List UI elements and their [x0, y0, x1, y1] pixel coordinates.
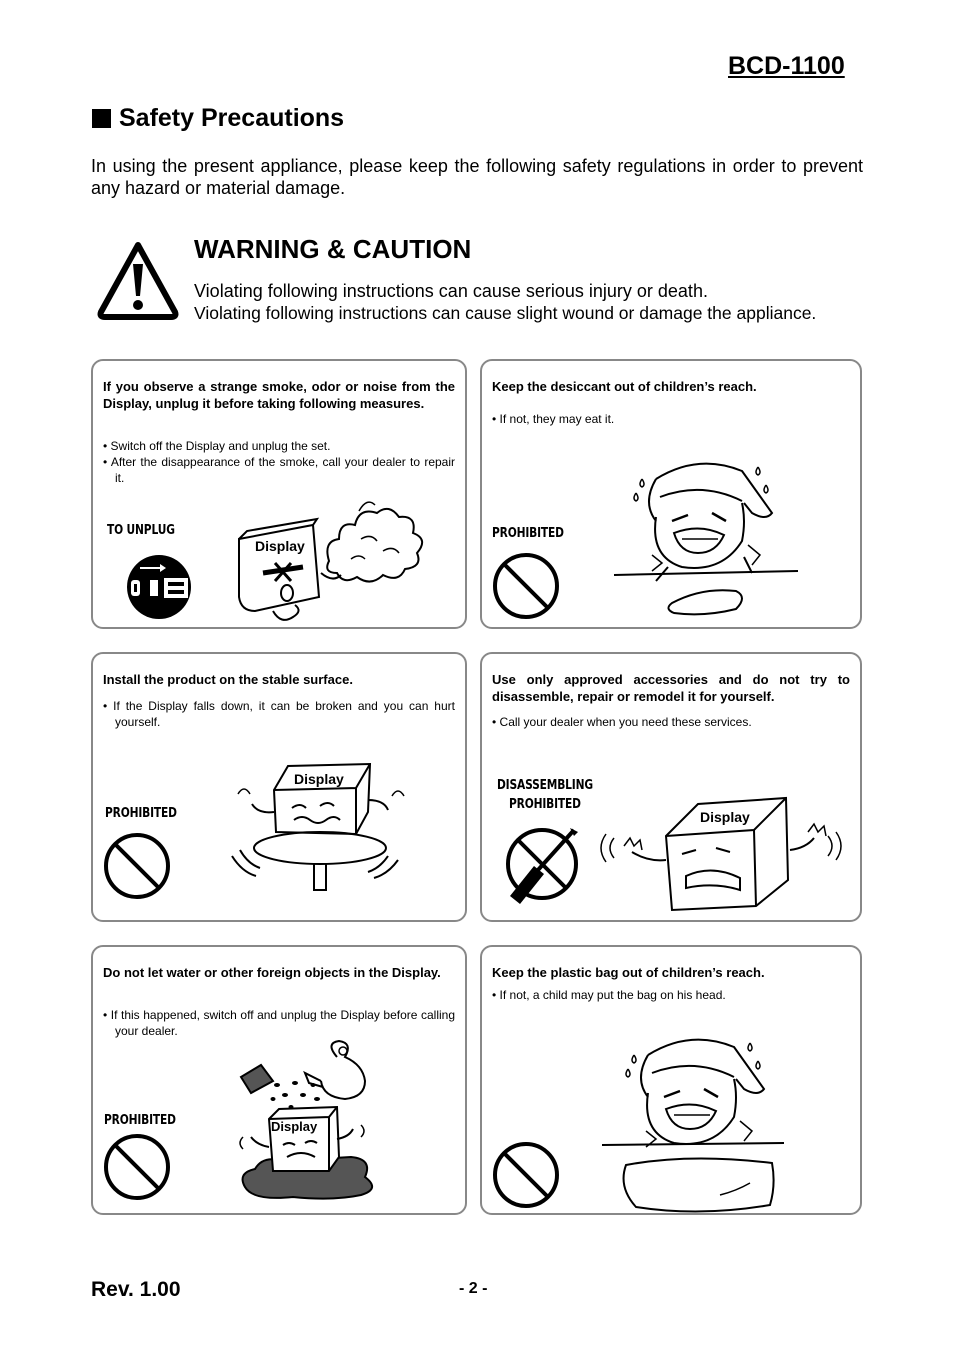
display-label: Display [700, 809, 750, 825]
precaution-box-desiccant [480, 359, 862, 629]
bullet-item: • If this happened, switch off and unplug the Display before calling your dealer. [103, 1007, 455, 1039]
precaution-heading: If you observe a strange smoke, odor or noise from the Display, unplug it before taking following measures. [103, 379, 455, 411]
precaution-bullets [492, 714, 850, 730]
unplug-icon [126, 554, 196, 620]
intro-paragraph: In using the present appliance, please keep the following safety regulations in order to prevent any hazard or material damage. [91, 156, 863, 198]
smoking-display-illustration [233, 501, 433, 625]
water-spill-illustration [233, 1037, 393, 1201]
warning-line-1: Violating following instructions can cause serious injury or death. [194, 281, 708, 301]
bullet-item: • If not, they may eat it. [492, 411, 850, 427]
precaution-box-disassemble [480, 652, 862, 922]
unplug-label: TO UNPLUG [107, 523, 175, 538]
precaution-bullets [103, 1007, 455, 1039]
precaution-heading: Install the product on the stable surface. [103, 672, 353, 687]
section-title-text: Safety Precautions [119, 104, 345, 132]
crying-child-illustration [612, 457, 812, 625]
prohibited-icon [492, 552, 560, 620]
precaution-box-smoke [91, 359, 467, 629]
precaution-heading: Do not let water or other foreign objects in the Display. [103, 965, 441, 980]
warning-triangle-icon [97, 240, 179, 320]
revision-number: Rev. 1.00 [91, 1278, 181, 1301]
precaution-bullets [103, 438, 455, 486]
no-screwdriver-icon [504, 826, 580, 904]
precaution-box-water [91, 945, 467, 1215]
prohibited-icon [492, 1141, 560, 1209]
precaution-bullets [492, 987, 850, 1003]
precaution-box-plastic-bag [480, 945, 862, 1215]
prohibited-label: PROHIBITED [509, 797, 581, 812]
bullet-item: • After the disappearance of the smoke, call your dealer to repair it. [103, 454, 455, 486]
precaution-bullets [103, 698, 455, 730]
section-title [92, 104, 344, 133]
model-number: BCD-1100 [728, 52, 845, 80]
prohibited-label: PROHIBITED [105, 806, 177, 821]
precaution-heading: Use only approved accessories and do not try to disassemble, repair or remodel it for yourself. [492, 672, 850, 704]
black-square-icon [92, 109, 111, 128]
precaution-heading: Keep the plastic bag out of children’s reach. [492, 965, 765, 980]
display-label: Display [271, 1119, 318, 1134]
precaution-box-stable-surface [91, 652, 467, 922]
prohibited-label: PROHIBITED [104, 1113, 176, 1128]
crying-child-bag-illustration [600, 1027, 800, 1213]
display-label: Display [294, 771, 344, 787]
precaution-bullets [492, 411, 850, 427]
bullet-item: • Call your dealer when you need these services. [492, 714, 850, 730]
bullet-item: • Switch off the Display and unplug the set. [103, 438, 455, 454]
warning-heading: WARNING & CAUTION [194, 234, 472, 264]
precaution-heading: Keep the desiccant out of children’s reach. [492, 379, 757, 394]
warning-line-2: Violating following instructions can cause slight wound or damage the appliance. [194, 303, 817, 323]
bullet-item: • If the Display falls down, it can be broken and you can hurt yourself. [103, 698, 455, 730]
prohibited-label: PROHIBITED [492, 526, 564, 541]
sad-display-illustration [602, 790, 842, 914]
prohibited-icon [103, 832, 171, 900]
page-number: - 2 - [459, 1280, 488, 1297]
display-label: Display [255, 538, 305, 554]
disassembling-label: DISASSEMBLING [497, 778, 593, 793]
bullet-item: • If not, a child may put the bag on his head. [492, 987, 850, 1003]
falling-display-illustration [228, 760, 408, 900]
prohibited-icon [103, 1133, 171, 1201]
